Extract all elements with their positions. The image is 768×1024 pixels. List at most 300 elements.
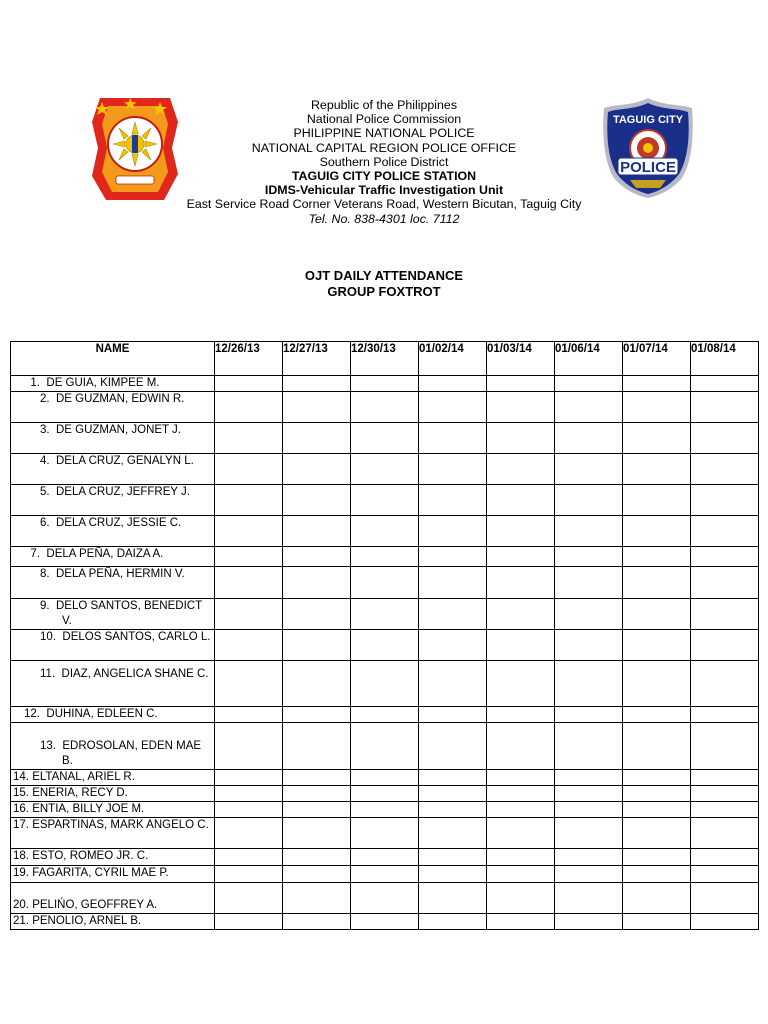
attendance-cell: [283, 423, 351, 454]
table-row: [11, 818, 759, 849]
header-line: National Police Commission: [306, 112, 462, 127]
header-line: Republic of the Philippines: [310, 98, 458, 112]
student-name-cell: [11, 770, 215, 786]
row-number: 1.: [30, 377, 40, 389]
student-name-cell: [11, 567, 215, 599]
attendance-cell: [487, 567, 555, 599]
attendance-cell: [351, 392, 419, 423]
attendance-cell: [691, 770, 759, 786]
attendance-cell: [555, 376, 623, 392]
student-name-text: FAGARITA, CYRIL MAE P.: [32, 867, 169, 879]
attendance-cell: [623, 802, 691, 818]
attendance-cell: [691, 849, 759, 866]
table-row: [11, 914, 759, 930]
table-row: [11, 567, 759, 599]
attendance-cell: [623, 883, 691, 914]
attendance-cell: [487, 485, 555, 516]
student-name: [11, 630, 214, 645]
attendance-cell: [555, 630, 623, 661]
attendance-cell: [215, 392, 283, 423]
attendance-cell: [215, 567, 283, 599]
table-row: [11, 485, 759, 516]
attendance-cell: [351, 802, 419, 818]
attendance-cell: [691, 485, 759, 516]
attendance-cell: [215, 547, 283, 567]
student-name-cell: [11, 599, 215, 630]
student-name-text: EDROSOLAN, EDEN MAE B.: [62, 740, 202, 767]
attendance-cell: [283, 914, 351, 930]
student-name: [11, 802, 214, 817]
student-name-cell: [11, 707, 215, 723]
attendance-cell: [283, 454, 351, 485]
attendance-cell: [215, 914, 283, 930]
attendance-cell: [555, 599, 623, 630]
attendance-cell: [555, 849, 623, 866]
attendance-cell: [215, 661, 283, 707]
attendance-cell: [623, 567, 691, 599]
attendance-cell: [419, 547, 487, 567]
attendance-cell: [419, 516, 487, 547]
attendance-cell: [283, 516, 351, 547]
attendance-cell: [691, 392, 759, 423]
student-name-text: DELA CRUZ, JESSIE C.: [55, 517, 182, 529]
attendance-cell: [283, 547, 351, 567]
attendance-cell: [691, 707, 759, 723]
attendance-cell: [487, 786, 555, 802]
row-number: 3.: [40, 424, 50, 436]
attendance-cell: [351, 818, 419, 849]
station-name: TAGUIG CITY POLICE STATION: [291, 169, 477, 184]
student-name: [11, 485, 214, 500]
row-number: 15.: [13, 787, 29, 799]
table-header-row: [11, 342, 759, 376]
student-name-text: DELA CRUZ, JEFFREY J.: [55, 486, 190, 498]
student-name-text: DE GUZMAN, EDWIN R.: [55, 393, 185, 405]
row-number: 20.: [13, 899, 29, 911]
attendance-cell: [419, 914, 487, 930]
student-name: [11, 392, 214, 407]
attendance-cell: [283, 802, 351, 818]
attendance-cell: [623, 723, 691, 770]
attendance-cell: [487, 376, 555, 392]
attendance-cell: [691, 423, 759, 454]
row-number: 11.: [40, 668, 56, 680]
student-name: [11, 866, 214, 881]
attendance-cell: [487, 883, 555, 914]
attendance-cell: [487, 866, 555, 883]
attendance-cell: [283, 883, 351, 914]
attendance-cell: [555, 661, 623, 707]
attendance-cell: [215, 454, 283, 485]
attendance-cell: [283, 599, 351, 630]
attendance-cell: [351, 423, 419, 454]
attendance-cell: [351, 914, 419, 930]
student-name-text: ELTANAL, ARIEL R.: [32, 771, 135, 783]
attendance-cell: [419, 485, 487, 516]
attendance-cell: [623, 485, 691, 516]
date-column-header: 12/27/13: [283, 342, 351, 376]
student-name-text: PELIŃO, GEOFFREY A.: [32, 899, 158, 911]
attendance-cell: [283, 567, 351, 599]
row-number: 4.: [40, 455, 50, 467]
attendance-table: [10, 341, 759, 930]
attendance-cell: [215, 723, 283, 770]
document-title: [0, 268, 768, 300]
attendance-cell: [283, 770, 351, 786]
student-name-cell: [11, 547, 215, 567]
attendance-cell: [419, 376, 487, 392]
attendance-cell: [555, 914, 623, 930]
attendance-cell: [351, 516, 419, 547]
attendance-cell: [691, 786, 759, 802]
attendance-cell: [419, 849, 487, 866]
table-row: [11, 786, 759, 802]
student-name: [11, 770, 214, 785]
student-name: [11, 454, 214, 469]
row-number: 2.: [40, 393, 50, 405]
attendance-cell: [487, 392, 555, 423]
attendance-cell: [351, 661, 419, 707]
attendance-cell: [555, 883, 623, 914]
unit-name: IDMS-Vehicular Traffic Investigation Unit: [264, 183, 504, 198]
attendance-cell: [691, 547, 759, 567]
student-name: [11, 739, 214, 769]
table-row: [11, 883, 759, 914]
attendance-cell: [623, 786, 691, 802]
attendance-cell: [623, 818, 691, 849]
attendance-cell: [351, 567, 419, 599]
attendance-cell: [351, 547, 419, 567]
attendance-cell: [555, 547, 623, 567]
table-row: [11, 599, 759, 630]
student-name-text: ESTO, ROMEO JR. C.: [32, 850, 149, 862]
student-name-text: DELA PEÑA, HERMIN V.: [55, 568, 185, 580]
attendance-cell: [487, 849, 555, 866]
table-row: [11, 516, 759, 547]
attendance-cell: [351, 485, 419, 516]
row-number: 10.: [40, 631, 56, 643]
table-row: [11, 707, 759, 723]
student-name-text: DELA PEÑA, DAIZA A.: [46, 548, 164, 560]
attendance-cell: [623, 770, 691, 786]
student-name-cell: [11, 802, 215, 818]
attendance-cell: [351, 786, 419, 802]
letterhead: [160, 98, 608, 226]
attendance-cell: [555, 770, 623, 786]
student-name-cell: [11, 883, 215, 914]
attendance-cell: [215, 516, 283, 547]
attendance-cell: [215, 376, 283, 392]
date-column-header: 01/02/14: [419, 342, 487, 376]
attendance-cell: [555, 392, 623, 423]
attendance-cell: [283, 786, 351, 802]
title-line-2: GROUP FOXTROT: [327, 284, 441, 299]
table-row: [11, 392, 759, 423]
table-row: [11, 802, 759, 818]
attendance-cell: [487, 516, 555, 547]
student-name-text: ENERIA, RECY D.: [32, 787, 128, 799]
attendance-cell: [283, 707, 351, 723]
attendance-cell: [555, 485, 623, 516]
svg-text:POLICE: POLICE: [620, 159, 676, 176]
row-number: 18.: [13, 850, 29, 862]
student-name-cell: [11, 454, 215, 485]
attendance-cell: [419, 599, 487, 630]
attendance-cell: [487, 770, 555, 786]
attendance-cell: [555, 567, 623, 599]
attendance-cell: [691, 866, 759, 883]
table-row: [11, 547, 759, 567]
attendance-cell: [215, 786, 283, 802]
row-number: 21.: [13, 915, 29, 927]
row-number: 9.: [40, 600, 50, 612]
attendance-cell: [419, 423, 487, 454]
student-name: [11, 599, 214, 629]
student-name: [11, 707, 214, 722]
attendance-cell: [351, 630, 419, 661]
student-name-cell: [11, 376, 215, 392]
student-name-text: DELOS SANTOS, CARLO L.: [62, 631, 211, 643]
attendance-cell: [691, 723, 759, 770]
attendance-cell: [419, 818, 487, 849]
attendance-cell: [215, 630, 283, 661]
row-number: 6.: [40, 517, 50, 529]
attendance-cell: [419, 883, 487, 914]
attendance-cell: [215, 866, 283, 883]
attendance-cell: [215, 818, 283, 849]
attendance-cell: [419, 802, 487, 818]
table-row: [11, 849, 759, 866]
attendance-cell: [555, 802, 623, 818]
student-name: [11, 786, 214, 801]
taguig-police-badge-icon: [600, 96, 696, 200]
student-name-text: DUHINA, EDLEEN C.: [46, 708, 158, 720]
student-name-cell: [11, 630, 215, 661]
attendance-cell: [555, 454, 623, 485]
student-name-text: DE GUZMAN, JONET J.: [55, 424, 182, 436]
attendance-cell: [419, 630, 487, 661]
attendance-cell: [283, 392, 351, 423]
attendance-cell: [351, 883, 419, 914]
student-name: [11, 547, 214, 562]
attendance-cell: [555, 723, 623, 770]
table-row: [11, 770, 759, 786]
student-name-text: DE GUIA, KIMPEE M.: [46, 377, 160, 389]
attendance-cell: [215, 707, 283, 723]
attendance-cell: [555, 818, 623, 849]
attendance-cell: [283, 818, 351, 849]
attendance-cell: [215, 770, 283, 786]
student-name-text: PENOLIO, ARNEL B.: [32, 915, 142, 927]
student-name: [11, 667, 214, 682]
student-name: [11, 567, 214, 582]
attendance-cell: [623, 630, 691, 661]
attendance-cell: [487, 914, 555, 930]
name-column-header: NAME: [11, 342, 215, 376]
attendance-cell: [351, 376, 419, 392]
attendance-cell: [215, 883, 283, 914]
attendance-cell: [487, 599, 555, 630]
attendance-cell: [283, 866, 351, 883]
student-name-text: ENTIA, BILLY JOE M.: [32, 803, 145, 815]
student-name-cell: [11, 818, 215, 849]
attendance-cell: [283, 661, 351, 707]
attendance-cell: [623, 376, 691, 392]
student-name-cell: [11, 866, 215, 883]
attendance-cell: [419, 786, 487, 802]
attendance-cell: [487, 707, 555, 723]
attendance-cell: [691, 567, 759, 599]
student-name: [11, 423, 214, 438]
attendance-cell: [351, 707, 419, 723]
attendance-cell: [419, 723, 487, 770]
student-name-text: DIAZ, ANGELICA SHANE C.: [61, 668, 209, 680]
header-line: Southern Police District: [319, 154, 449, 169]
attendance-cell: [623, 707, 691, 723]
header-line: PHILIPPINE NATIONAL POLICE: [293, 126, 475, 141]
student-name-cell: [11, 786, 215, 802]
student-name: [11, 818, 214, 833]
row-number: 14.: [13, 771, 29, 783]
table-row: [11, 454, 759, 485]
student-name: [11, 849, 214, 864]
row-number: 19.: [13, 867, 29, 879]
attendance-cell: [351, 849, 419, 866]
attendance-cell: [555, 786, 623, 802]
student-name: [11, 914, 214, 929]
date-column-header: 01/08/14: [691, 342, 759, 376]
attendance-cell: [623, 914, 691, 930]
table-row: [11, 423, 759, 454]
student-name-cell: [11, 516, 215, 547]
attendance-cell: [623, 849, 691, 866]
date-column-header: 12/30/13: [351, 342, 419, 376]
table-row: [11, 866, 759, 883]
attendance-cell: [419, 392, 487, 423]
table-row: [11, 661, 759, 707]
attendance-cell: [215, 802, 283, 818]
attendance-cell: [623, 599, 691, 630]
date-column-header: 01/07/14: [623, 342, 691, 376]
table-row: [11, 723, 759, 770]
attendance-cell: [691, 630, 759, 661]
attendance-cell: [351, 454, 419, 485]
attendance-cell: [487, 661, 555, 707]
student-name-text: ESPARTINAS, MARK ANGELO C.: [32, 819, 209, 831]
attendance-cell: [351, 599, 419, 630]
attendance-cell: [351, 770, 419, 786]
date-column-header: 01/06/14: [555, 342, 623, 376]
row-number: 17.: [13, 819, 29, 831]
attendance-cell: [419, 866, 487, 883]
attendance-cell: [351, 723, 419, 770]
attendance-cell: [215, 849, 283, 866]
student-name-cell: [11, 392, 215, 423]
attendance-cell: [555, 516, 623, 547]
svg-text:TAGUIG CITY: TAGUIG CITY: [612, 114, 684, 126]
student-name-cell: [11, 849, 215, 866]
student-name-cell: [11, 423, 215, 454]
attendance-cell: [623, 866, 691, 883]
attendance-cell: [283, 723, 351, 770]
title-line-1: OJT DAILY ATTENDANCE: [304, 268, 464, 283]
row-number: 8.: [40, 568, 50, 580]
attendance-cell: [555, 423, 623, 454]
date-column-header: 12/26/13: [215, 342, 283, 376]
attendance-cell: [691, 883, 759, 914]
student-name-text: DELO SANTOS, BENEDICT V.: [55, 600, 202, 627]
attendance-cell: [691, 376, 759, 392]
attendance-cell: [419, 661, 487, 707]
student-name-cell: [11, 485, 215, 516]
address: East Service Road Corner Veterans Road, Western Bicutan, Taguig City: [186, 197, 582, 212]
attendance-cell: [487, 454, 555, 485]
telephone: Tel. No. 838-4301 loc. 7112: [308, 211, 460, 226]
student-name-cell: [11, 661, 215, 707]
row-number: 12.: [24, 708, 40, 720]
attendance-cell: [623, 392, 691, 423]
attendance-cell: [623, 661, 691, 707]
row-number: 16.: [13, 803, 29, 815]
attendance-cell: [419, 567, 487, 599]
attendance-cell: [283, 630, 351, 661]
attendance-cell: [623, 454, 691, 485]
student-name: [11, 516, 214, 531]
student-name-cell: [11, 723, 215, 770]
student-name: [11, 376, 214, 391]
attendance-cell: [555, 707, 623, 723]
attendance-cell: [623, 516, 691, 547]
attendance-cell: [487, 723, 555, 770]
attendance-cell: [419, 707, 487, 723]
attendance-cell: [691, 599, 759, 630]
attendance-cell: [691, 661, 759, 707]
attendance-cell: [555, 866, 623, 883]
header-line: NATIONAL CAPITAL REGION POLICE OFFICE: [251, 140, 517, 155]
attendance-cell: [623, 547, 691, 567]
attendance-cell: [691, 454, 759, 485]
student-name: [11, 898, 214, 913]
attendance-cell: [215, 423, 283, 454]
student-name-text: DELA CRUZ, GENALYN L.: [55, 455, 194, 467]
attendance-cell: [487, 802, 555, 818]
attendance-cell: [691, 818, 759, 849]
attendance-cell: [215, 599, 283, 630]
attendance-cell: [487, 423, 555, 454]
row-number: 13.: [40, 740, 56, 752]
attendance-cell: [691, 516, 759, 547]
student-name-cell: [11, 914, 215, 930]
table-row: [11, 630, 759, 661]
row-number: 5.: [40, 486, 50, 498]
attendance-cell: [283, 849, 351, 866]
attendance-cell: [283, 376, 351, 392]
attendance-cell: [283, 485, 351, 516]
table-row: [11, 376, 759, 392]
attendance-cell: [351, 866, 419, 883]
attendance-cell: [215, 485, 283, 516]
attendance-cell: [487, 818, 555, 849]
attendance-cell: [691, 802, 759, 818]
attendance-cell: [487, 547, 555, 567]
date-column-header: 01/03/14: [487, 342, 555, 376]
attendance-cell: [487, 630, 555, 661]
attendance-cell: [419, 770, 487, 786]
attendance-cell: [691, 914, 759, 930]
attendance-cell: [623, 423, 691, 454]
attendance-cell: [419, 454, 487, 485]
row-number: 7.: [30, 548, 40, 560]
